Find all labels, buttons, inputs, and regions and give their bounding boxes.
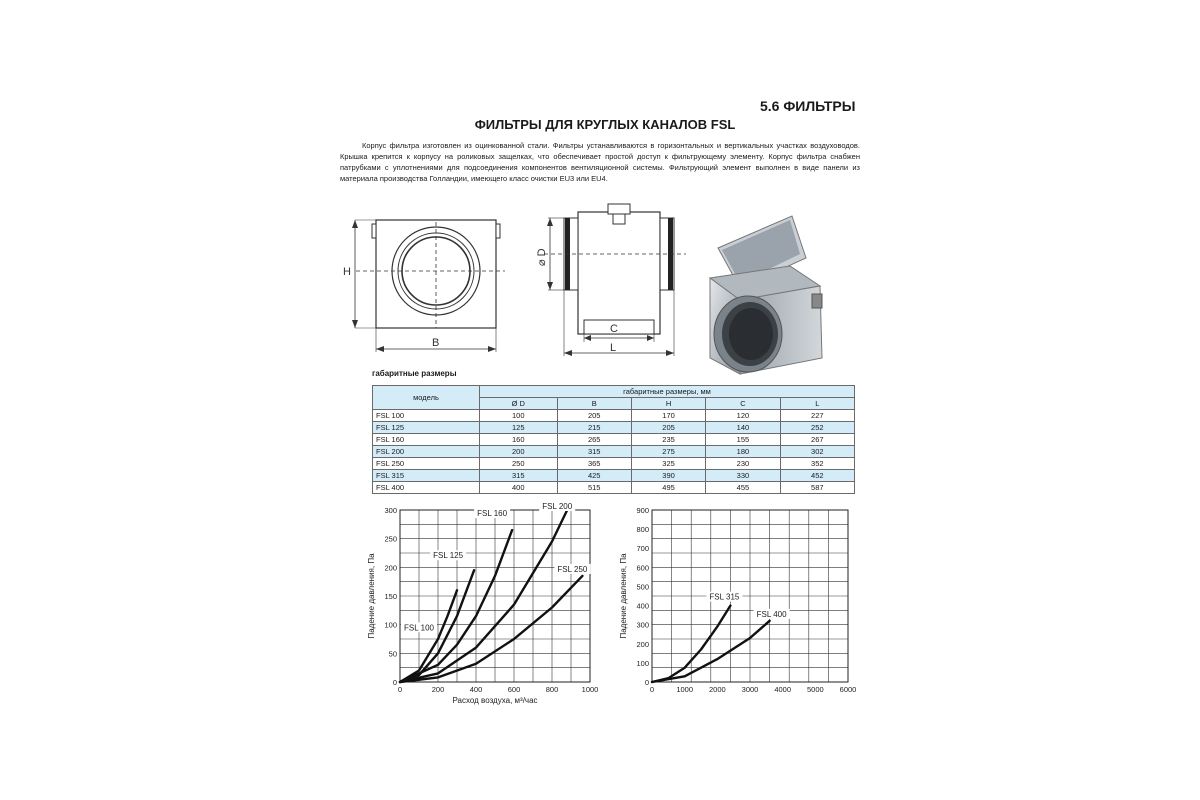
table-header-group: габаритные размеры, мм bbox=[480, 386, 855, 398]
table-cell: 515 bbox=[557, 482, 631, 494]
y-tick-label: 150 bbox=[384, 592, 397, 601]
table-cell-model: FSL 125 bbox=[373, 422, 480, 434]
x-axis-label: Расход воздуха, м³/час bbox=[452, 696, 538, 705]
table-cell: 120 bbox=[706, 410, 780, 422]
filter-product-photo bbox=[700, 208, 840, 378]
table-cell: 315 bbox=[557, 446, 631, 458]
table-cell: 365 bbox=[557, 458, 631, 470]
table-cell: 170 bbox=[631, 410, 705, 422]
table-row bbox=[373, 458, 855, 470]
y-tick-label: 50 bbox=[388, 649, 397, 659]
x-tick-label: 0 bbox=[397, 685, 403, 694]
series-label: FSL 200 bbox=[542, 502, 573, 511]
table-row bbox=[373, 470, 855, 482]
table-cell: 302 bbox=[780, 446, 854, 458]
pressure-drop-chart-large bbox=[612, 500, 862, 700]
front-view-drawing bbox=[340, 210, 510, 360]
table-cell: 495 bbox=[631, 482, 705, 494]
table-cell: 140 bbox=[706, 422, 780, 434]
table-cell-model: FSL 400 bbox=[373, 482, 480, 494]
table-body bbox=[373, 410, 855, 494]
chart-grid bbox=[652, 510, 848, 682]
table-cell: 100 bbox=[480, 410, 558, 422]
table-cell: 252 bbox=[780, 422, 854, 434]
table-cell: 250 bbox=[480, 458, 558, 470]
table-cell: 265 bbox=[557, 434, 631, 446]
table-cell: 352 bbox=[780, 458, 854, 470]
table-cell: 330 bbox=[706, 470, 780, 482]
x-tick-label: 200 bbox=[431, 685, 445, 694]
table-row bbox=[373, 410, 855, 422]
y-tick-label: 0 bbox=[392, 678, 397, 687]
table-col-header: H bbox=[631, 398, 705, 410]
table-cell: 227 bbox=[780, 410, 854, 422]
x-tick-label: 1000 bbox=[676, 685, 694, 694]
table-cell: 275 bbox=[631, 446, 705, 458]
table-cell: 267 bbox=[780, 434, 854, 446]
table-col-header: B bbox=[557, 398, 631, 410]
dimensions-table bbox=[372, 385, 855, 494]
x-tick-label: 600 bbox=[507, 685, 521, 694]
table-cell-model: FSL 250 bbox=[373, 458, 480, 470]
series-label: FSL 125 bbox=[433, 551, 464, 561]
series-label: FSL 100 bbox=[404, 623, 434, 633]
x-tick-label: 3000 bbox=[741, 685, 759, 694]
table-row bbox=[373, 434, 855, 446]
x-tick-label: 400 bbox=[469, 685, 483, 694]
y-axis-label: Падение давления, Па bbox=[367, 553, 376, 639]
y-axis-label: Падение давления, Па bbox=[619, 553, 628, 639]
x-tick-label: 2000 bbox=[708, 685, 726, 694]
table-cell-model: FSL 315 bbox=[373, 470, 480, 482]
table-cell-model: FSL 200 bbox=[373, 446, 480, 458]
table-cell: 325 bbox=[631, 458, 705, 470]
y-tick-label: 800 bbox=[636, 525, 649, 535]
table-header-model: модель bbox=[373, 386, 480, 410]
table-cell: 205 bbox=[557, 410, 631, 422]
table-row bbox=[373, 482, 855, 494]
pressure-drop-chart-small bbox=[360, 500, 610, 705]
table-cell: 180 bbox=[706, 446, 780, 458]
y-tick-label: 300 bbox=[384, 506, 397, 515]
series-label: FSL 160 bbox=[477, 509, 508, 519]
y-tick-label: 300 bbox=[636, 620, 649, 630]
table-cell: 155 bbox=[706, 434, 780, 446]
x-tick-label: 0 bbox=[649, 685, 655, 694]
x-tick-label: 1000 bbox=[581, 685, 599, 694]
table-title: габаритные размеры bbox=[372, 369, 457, 378]
table-cell: 200 bbox=[480, 446, 558, 458]
y-tick-label: 400 bbox=[636, 601, 649, 611]
series-label: FSL 315 bbox=[709, 592, 740, 602]
y-tick-label: 700 bbox=[636, 544, 649, 554]
table-cell-model: FSL 160 bbox=[373, 434, 480, 446]
table-cell: 315 bbox=[480, 470, 558, 482]
table-cell: 455 bbox=[706, 482, 780, 494]
y-tick-label: 200 bbox=[384, 563, 397, 573]
dimension-c-label: C bbox=[610, 323, 618, 335]
y-tick-label: 250 bbox=[384, 534, 397, 544]
table-col-header: L bbox=[780, 398, 854, 410]
table-row bbox=[373, 446, 855, 458]
series-label: FSL 400 bbox=[756, 609, 787, 619]
table-cell: 452 bbox=[780, 470, 854, 482]
side-view-drawing bbox=[528, 200, 688, 360]
document-title: ФИЛЬТРЫ ДЛЯ КРУГЛЫХ КАНАЛОВ FSL bbox=[474, 117, 736, 132]
table-cell: 400 bbox=[480, 482, 558, 494]
x-tick-label: 4000 bbox=[774, 685, 792, 694]
table-cell: 587 bbox=[780, 482, 854, 494]
y-tick-label: 0 bbox=[644, 678, 649, 687]
dimension-l-label: L bbox=[610, 342, 617, 354]
table-row bbox=[373, 422, 855, 434]
y-tick-label: 900 bbox=[636, 506, 649, 515]
dimension-b-label: B bbox=[432, 337, 440, 349]
table-col-header: Ø D bbox=[480, 398, 558, 410]
y-tick-label: 600 bbox=[636, 563, 649, 573]
table-col-header: C bbox=[706, 398, 780, 410]
table-cell: 205 bbox=[631, 422, 705, 434]
table-cell: 215 bbox=[557, 422, 631, 434]
intro-paragraph: Корпус фильтра изготовлен из оцинкованной стали. Фильтры устанавливаются в горизонтальных и вертикальных участках воздуховодов. Крышка крепится к корпусу на роликовых защелках, что обеспечивает простой доступ к фильтрующему элементу. Корпус фильтра снабжен патрубками с уплотнениями для подсоединения компонентов вентиляционной системы. Фильтрующий элемент выполнен в виде панели из материала производства Голландии, имеющего класс очистки EU3 или EU4. bbox=[340, 141, 860, 183]
table-cell-model: FSL 100 bbox=[373, 410, 480, 422]
table-cell: 235 bbox=[631, 434, 705, 446]
y-tick-label: 100 bbox=[384, 620, 397, 630]
table-cell: 125 bbox=[480, 422, 558, 434]
table-cell: 425 bbox=[557, 470, 631, 482]
x-tick-label: 6000 bbox=[839, 685, 857, 694]
table-cell: 160 bbox=[480, 434, 558, 446]
dimension-h-label: H bbox=[343, 266, 351, 278]
x-tick-label: 5000 bbox=[806, 685, 824, 694]
table-cell: 230 bbox=[706, 458, 780, 470]
y-tick-label: 100 bbox=[636, 658, 649, 668]
series-label: FSL 250 bbox=[557, 564, 588, 574]
y-tick-label: 200 bbox=[636, 639, 649, 649]
table-cell: 390 bbox=[631, 470, 705, 482]
section-title: 5.6 ФИЛЬТРЫ bbox=[760, 98, 856, 114]
x-tick-label: 800 bbox=[545, 685, 559, 694]
dimension-d-label: ⌀ D bbox=[536, 248, 548, 266]
y-tick-label: 500 bbox=[636, 582, 649, 592]
